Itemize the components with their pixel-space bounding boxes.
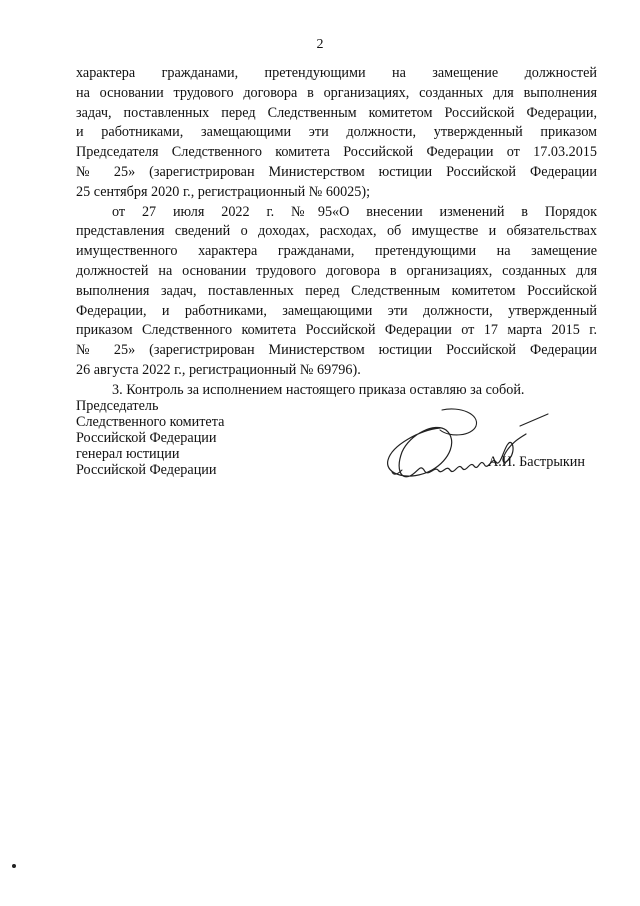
body-line: № 25» (зарегистрирован Министерством юстиции Российской Федерации bbox=[76, 163, 597, 180]
body-line: 3. Контроль за исполнением настоящего приказа оставляю за собой. bbox=[112, 381, 525, 398]
signatory-rank bbox=[76, 446, 216, 478]
body-line: задач, поставленных перед Следственным комитетом Российской Федерации, bbox=[76, 104, 597, 121]
signatory-rank-line: Российской Федерации bbox=[76, 462, 217, 478]
body-line: должностей на основании трудового договора в организациях, созданных для bbox=[76, 262, 597, 279]
body-line: на основании трудового договора в организациях, созданных для выполнения bbox=[76, 84, 597, 101]
signatory-name: А.И. Бастрыкин bbox=[488, 454, 585, 470]
body-line: имущественного характера гражданами, претендующими на замещение bbox=[76, 243, 597, 260]
scan-dot bbox=[12, 864, 16, 868]
body-line: 26 августа 2022 г., регистрационный № 69796). bbox=[76, 361, 361, 378]
body-line: приказом Следственного комитета Российской Федерации от 17 марта 2015 г. bbox=[76, 322, 597, 339]
page-number: 2 bbox=[316, 37, 324, 52]
body-line: и работниками, замещающими эти должности, утвержденный приказом bbox=[76, 124, 597, 141]
body-line: представления сведений о доходах, расходах, об имуществе и обязательствах bbox=[76, 223, 597, 240]
signatory-position bbox=[76, 398, 224, 446]
handwritten-signature bbox=[380, 400, 560, 500]
document-body bbox=[76, 64, 597, 401]
body-line: 25 сентября 2020 г., регистрационный № 60025); bbox=[76, 183, 371, 200]
body-line: от 27 июля 2022 г. №95«О внесении изменений в Порядок bbox=[112, 203, 597, 220]
body-line: № 25» (зарегистрирован Министерством юстиции Российской Федерации bbox=[76, 342, 597, 359]
body-line: Федерации, и работниками, замещающими эти должности, утвержденный bbox=[76, 302, 597, 319]
body-line: Председателя Следственного комитета Российской Федерации от 17.03.2015 bbox=[76, 144, 597, 161]
signatory-title-line: Российской Федерации bbox=[76, 430, 217, 446]
body-line: характера гражданами, претендующими на замещение должностей bbox=[76, 65, 597, 81]
signatory-title-line: Председатель bbox=[76, 398, 159, 414]
signatory-title-line: Следственного комитета bbox=[76, 414, 225, 430]
body-line: выполнения задач, поставленных перед Следственным комитетом Российской bbox=[76, 282, 597, 299]
signatory-rank-line: генерал юстиции bbox=[76, 446, 180, 462]
